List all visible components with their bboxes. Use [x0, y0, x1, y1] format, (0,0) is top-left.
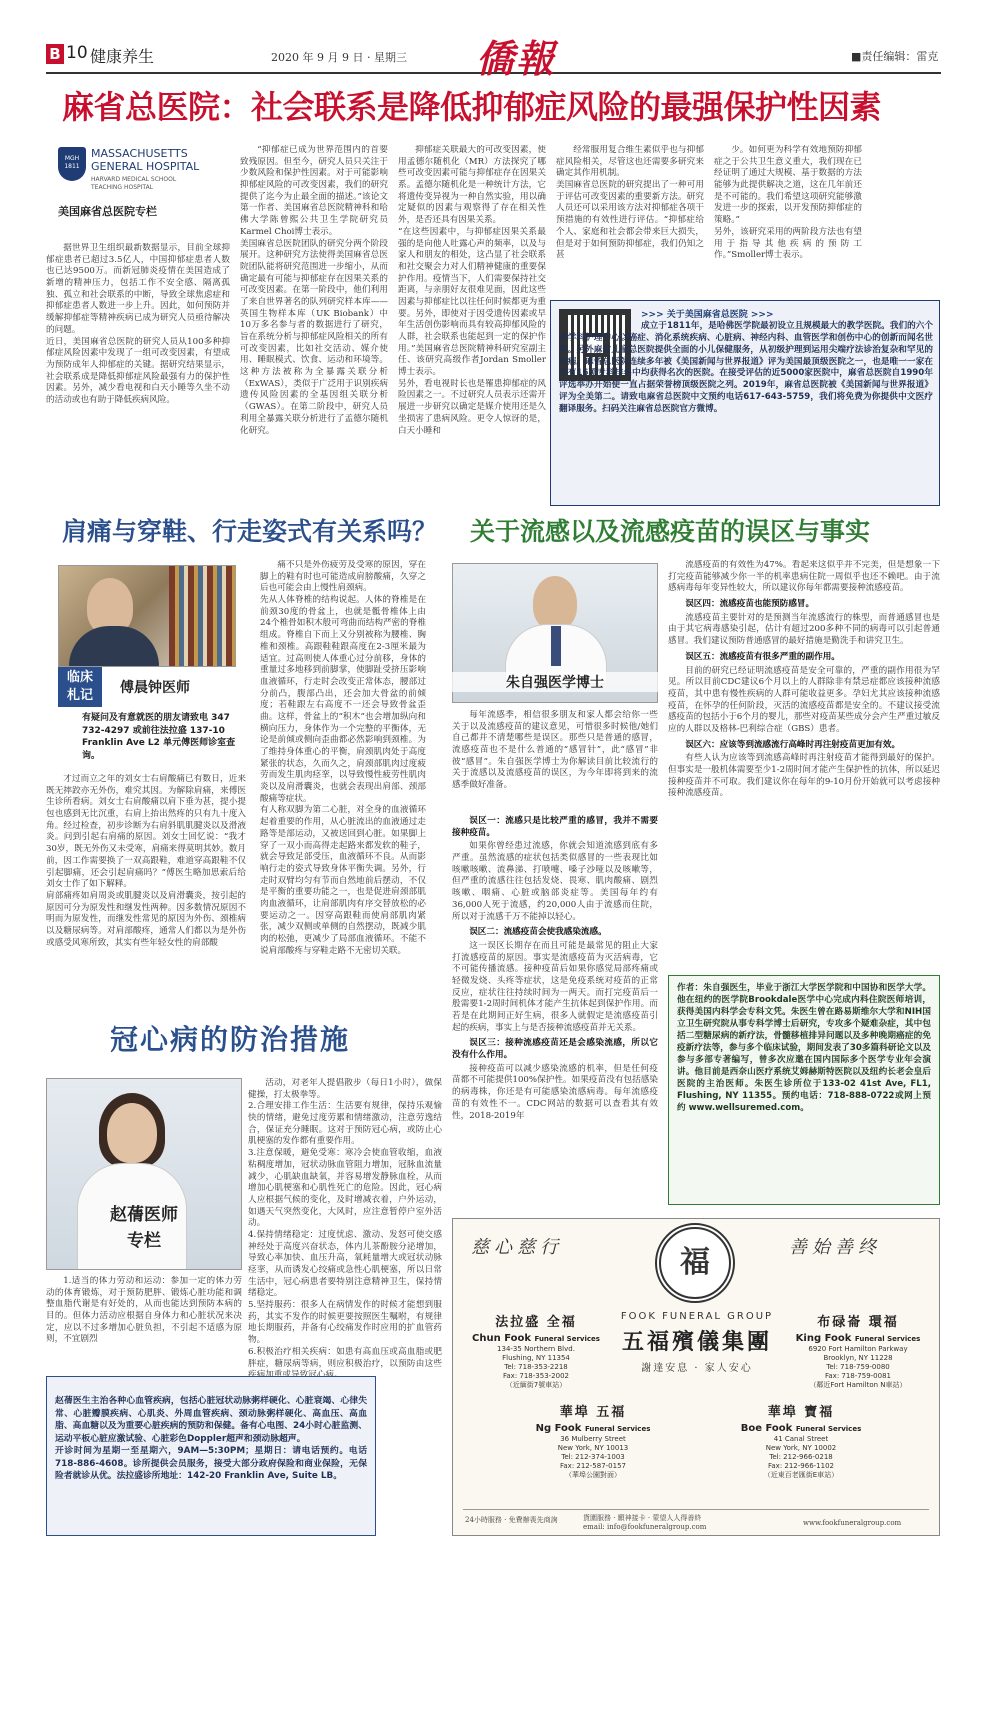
flu-intro: 每年流感季，相信很多朋友和家人都会给你一些关于以及流感疫苗的建议意见，可惜很多时候他/她们自己都并不清楚哪些是误区。那些只是普通的感冒，流感疫苗也不是什么普通的“感冒针”，此“感冒”非彼“感冒”。朱自强医学博士为你解读目前比较流行的关于流感以及流感疫苗的误区，为今年即将到来的流感季做好准备。 — [452, 710, 658, 791]
mgh-name-3: HARVARD MEDICAL SCHOOL — [91, 176, 177, 183]
myth-6-text: 有些人认为应该等到流感高峰时再注射疫苗才能得到最好的保护。但事实是一般机体需要至少1-2周时间才能产生保护性的抗体，所以延迟接种疫苗并不可取。我们建议你在每年的9-10月份开始就可以考虑接种接种流感疫苗。 — [668, 753, 940, 799]
tag-line1: 临床 — [66, 670, 93, 685]
ad-footer-rule — [463, 1509, 929, 1510]
king-fook-en: King Fook Funeral Services — [795, 1332, 921, 1344]
myth-4-title: 误区四：流感疫苗也能预防感冒。 — [685, 599, 815, 610]
fu-suit — [69, 626, 159, 667]
ad-group-cn: 五福殯儀集團 — [621, 1329, 772, 1355]
flu-author-text: 作者：朱自强医生，毕业于浙江大学医学院和中国协和医学大学。他在纽约的医学院Brookdale医学中心完成内科住院医师培训，获得美国内科学会专科文凭。朱医生曾在路易斯维尔大学和NIH国立卫生研究院从事专科学博士后研究，专攻多个疑难杂症，其中包括二型糖尿病的新疗法，骨髓移植排异问题以及多种晚期癌症的免疫新疗法等，参与多个临床试验，期间发表了30多篇科研论文以及参与多部专著编写，曾多次应邀在国内国际多个医学专业年会演讲。他目前是西奈山医疗系统艾姆赫斯特医院以及纽约长老会皇后医院的主治医师。朱医生诊所位于133-02 41st Ave, FL1, Flushing, NY 11355。预约电话：718-888-0722或网上预约 www.wellsuremed.com。 — [677, 983, 931, 1114]
mgh-logo — [58, 145, 225, 225]
top-article-col2: “抑郁症已成为世界范围内的首要致残原因。但至今，研究人员只关注于少数风险和保护性因素。对于可能影响抑郁症风险的可改变因素，我们的研究提供了迄今为止最全面的描述。”该论文第一作者、美国麻省总医院精神科和哈佛大学陈曾熙公共卫生学院研究员Karmel Choi博士表示。 美国麻省总医院团队的研究分两个阶段展开。这种研究方法使得美国麻省总医院团队能将研究范围进一步缩小，从而确定最有可能与抑郁症存在因果关系的可改变因素。在第一阶段中，他们利用了来自世界著名的队列研究样本库——英国生物样本库（UK Biobank）中10万多名参与者的数据进行了研究，旨在系统分析与抑郁症风险相关的所有可改变因素，比如社交活动、媒介使用、睡眠模式、饮食、运动和环境等。这种方法被称为全暴露关联分析（ExWAS），类似于广泛用于识别疾病遗传风险因素的全基因组关联分析（GWAS）。在第二阶段中，研究人员利用全暴露关联分析进行了孟德尔随机化研究。 — [240, 145, 388, 436]
boe-fook-cn: 華埠 寶福 — [767, 1405, 835, 1420]
heart-col-left: 1.适当的体力劳动和运动：参加一定的体力劳动的体育锻炼，对于预防肥胖、锻炼心脏功能和调整血脂代谢是有好处的，从而也能达到预防本病的目的。但体力活动应根据自身体力和心脏状况来决定，应以不过多增加心脏负担，不引起不适感为原则，不宜剧烈 — [46, 1276, 242, 1345]
doctor-fu-name: 傅晨钟医师 — [120, 680, 190, 696]
page-header — [46, 36, 941, 81]
myth-3-title: 误区三：接种流感疫苗还是会感染流感，所以它没有什么作用。 — [452, 1038, 658, 1061]
ad-slogan: 謝達安息 · 家人安心 — [641, 1363, 753, 1374]
issue-date: 2020 年 9 月 9 日 · 星期三 — [271, 51, 407, 64]
top-headline: 麻省总医院：社会联系是降低抑郁症风险的最强保护性因素 — [62, 88, 882, 126]
ng-fook-cn: 華埠 五福 — [559, 1405, 627, 1420]
mgh-name-4: TEACHING HOSPITAL — [91, 184, 154, 191]
ad-footer-left: 24小時服務 · 免費辦喪先商詢 — [465, 1516, 558, 1524]
chun-fook-cn: 法拉盛 全福 — [495, 1315, 577, 1330]
about-title: >>> 关于美国麻省总医院 >>> — [641, 310, 774, 320]
shoulder-headline: 肩痛与穿鞋、行走姿式有关系吗？ — [62, 517, 438, 546]
bookshelf — [169, 566, 236, 667]
chun-fook-address: 134-35 Northern Blvd. Flushing, NY 11354 Tel: 718-353-2218 Fax: 718-353-2002 （近緬街7號車站） — [497, 1344, 575, 1390]
shoulder-col1: 才过而立之年的刘女士右肩酸痛已有数日，近来既无摔跤亦无外伤，难究其因。为解除肩痛，来傅医生诊所看病。刘女士右肩酸痛以肩下垂为甚，提小提包也感到无比沉重，右肩上抬出然疼的只有九十度入角。经过检查，初步诊断为右肩斜肌肌腱炎以及滑液炎。问到引起右肩痛的原因。刘女士回忆说：“我才30岁，既无外伤又未受寒，肩痛来得莫明其妙。数月前，因工作需要换了一双高跟鞋，难道穿高跟鞋不仅引起脚痛，还会引起肩痛吗？”傅医生略加思索后给刘女士作了如下解释。 肩部痛疼如肩周炎或肌腱炎以及肩滑囊炎，按引起的原因可分为原发性和继发性两种。因多数情况原因不明而为原发性，而继发性常见的原因为外伤、颈椎病以及糖尿病等。对肩部酸疼，通常人们都以为是外伤或感受风寒所致，其实有些年轻女性的肩部酸 — [46, 774, 246, 948]
myth-3-text: 接种疫苗可以减少感染流感的机率，但是任何疫苗都不可能提供100%保护性。如果疫苗没有包括感染的病毒株，你还是有可能感染流感病毒。每年流感疫苗的有效性不一。CDC网站的数据可以查看其有效性，2018-2019年 — [452, 1063, 658, 1121]
myth-1-title: 误区一：流感只是比较严重的感冒，我并不需要接种疫苗。 — [452, 816, 658, 838]
ng-fook-address: 36 Mulberry Street New York, NY 10013 Tel: 212-374-1003 Fax: 212-587-0157 （華埠公園對面） — [557, 1434, 629, 1480]
myth-2-text: 这一误区长期存在而且可能是最常见的阻止大家打流感疫苗的原因。事实是流感疫苗为灭活病毒，它不可能传播流感。接种疫苗后如果你感觉局部疼痛或轻微发烧、头疼等症状，这是免疫系统对疫苗的正常反应，症状往往持续时间为一两天。而打完疫苗后一般需要1-2周时间机体才能产生抗体起到保护作用。而若是在此期间正好生病，很多人就假定是流感疫苗引起的疾病，事实上与是否接种流感疫苗并无关系。 — [452, 940, 658, 1033]
editor-credit: ■责任编辑：雷克 — [851, 50, 939, 63]
myth-6-title: 误区六：应该等到流感流行高峰时再注射疫苗更加有效。 — [685, 739, 901, 750]
heart-headline: 冠心病的防治措施 — [110, 1023, 351, 1056]
page-number: 10 — [66, 43, 88, 63]
myth-5-title: 误区五：流感疫苗有很多严重的副作用。 — [685, 651, 840, 662]
doctor-fu-photo — [58, 565, 236, 667]
zhu-portrait — [533, 576, 577, 630]
flu-continued: 流感疫苗的有效性为47%。看起来这似乎并不完美，但是想象一下打完疫苗能够减少你一半的机率患病住院一周似乎也还不赖吧。由于流感病毒每年变异性较大，所以建议你每年都需要接种流感疫苗。 — [668, 560, 940, 594]
section-name: 健康养生 — [90, 47, 155, 66]
myth-1-text: 如果你曾经患过流感，你就会知道流感到底有多严重。虽然流感的症状包括类似感冒的一些表现比如咳嗽咳嗽、流鼻涕、打喷嚏、嗓子沙哑以及咳嗽等，但严重的流感往往包括发烧、畏寒、肌肉酸痛、剧烈咳嗽、咽痛、心脏或脑部炎症等。美国每年约有36,000人死于流感，约20,000人由于流感而住院，所以对于流感千万不能掉以轻心。 — [452, 841, 658, 922]
top-article-col4: 经常服用复合维生素似乎也与抑郁症风险相关，尽管这也还需要多研究来确定其作用机制。 美国麻省总医院的研究提出了一种可用于评估可改变因素的重要新方法。研究人员还可以采用该方法对抑郁症各项干预措施的有效性进行评估。“抑郁症给个人、家庭和社会都会带来巨大损失，但是对于如何预防抑郁症，我们仍知之甚 — [556, 145, 704, 261]
king-fook-card — [783, 1315, 933, 1390]
zhu-tie — [551, 626, 561, 666]
mgh-name-1: MASSACHUSETTS — [91, 147, 188, 160]
top-article-col3: 抑郁症关联最大的可改变因素，使用孟德尔随机化（MR）方法探究了哪些可改变因素可能与抑郁症存在因果关系。孟德尔随机化是一种统计方法，它将遗传变异视为一种自然实验，用以确定疑似的因素与观察得了存在相关性外，是否还具有因果关系。 “在这些因素中，与抑郁症因果关系最强的是向他人吐露心声的频率，以及与家人和朋友的相处，这凸显了社会联系和社交聚会力对人们精神健康的重要保护作用。疫情当下，人们需要保持社交距离，与亲朋好友很难见面，因此这些因素与抑郁症比以往任何时候都更为重要。另外，即使对于因受遗传因素或早年生活创伤影响而具有较高抑郁风险的人群，社会联系也能起到一定的保护作用。”美国麻省总医院精神科研究室副主任、该研究高级作者Jordan Smoller博士表示。 另外，看电视时长也是罹患抑郁症的风险因素之一。不过研究人员表示还需开展进一步研究以确定是媒介使用还是久坐损害了患病风险。更令人惊讶的是，白天小睡和 — [398, 145, 546, 436]
funeral-ad — [452, 1218, 940, 1536]
ad-footer-email: email: info@fookfuneralgroup.com — [583, 1523, 707, 1531]
mgh-seal: MGH 1811 — [58, 147, 86, 181]
flu-col-left — [452, 812, 658, 1205]
king-fook-address: 6920 Fort Hamilton Parkway Brooklyn, NY 11228 Tel: 718-759-0080 Fax: 718-759-0081 （鄰近Fort Hamilton N車站） — [808, 1344, 908, 1390]
boe-fook-card — [721, 1405, 881, 1480]
zhao-face — [107, 1103, 157, 1163]
doctor-zhao-column: 专栏 — [127, 1231, 161, 1251]
about-mgh-box — [550, 300, 940, 506]
ad-footer-mid: 貨圍服務 · 願神接卡 · 蒙望人人得善終 — [583, 1514, 702, 1522]
doctor-fu-contact: 有疑问及有意就医的朋友请致电 347 732-4297 或前往法拉盛 137-10 Franklin Ave L2 单元傅医师诊室查询。 — [82, 713, 236, 761]
mgh-name-2: GENERAL HOSPITAL — [91, 160, 200, 173]
boe-fook-en: Boe Fook Funeral Services — [740, 1422, 862, 1434]
myth-4-text: 流感疫苗主要针对的是预测当年流感流行的株型，而普通感冒也是由于其它病毒感染引起，估计有超过200多种不同的病毒可以引起普通感冒。我们建议预防普通感冒的最好措施是勤洗手和讲究卫生。 — [668, 612, 940, 647]
heart-col-mid: 活动，对老年人提倡散步（每日1小时），做保健操，打太极拳等。 2.合理安排工作生活：生活要有规律，保持乐观愉快的情绪，避免过度劳累和情绪激动，注意劳逸结合，保证充分睡眠。这对于预防冠心病，或防止心肌梗塞的发作都有重要作用。 3.注意保暖，避免受寒：寒冷会使血管收缩，血液粘稠度增加，冠状动脉血管阻力增加，冠脉血流量减少，心肌缺血缺氧，并容易增发静脉血栓，从而增加心肌梗塞和心肌性死亡的危险。因此，冠心病人应根据气候的变化，及时增减衣着，户外运动，如遇天气突然变化，大风时，应注意暂停户室外活动。 4.保持情绪稳定：过度忧虑、激动、发怒可使交感神经处于高度兴奋状态，体内儿茶酚胺分泌增加，导致心率加快、血压升高，氧耗量增大或冠状动脉痉挛，从而诱发心绞痛或急性心肌梗塞，所以日常生活中，冠心病患者要特别注意精神卫生，保持情绪稳定。 5.坚持服药：很多人在病情发作的时候才能想到服药，其实不发作的时候更要按照医生嘱咐，有规律地长期服药，并备有心绞痛发作时应用的扩血管药物。 6.积极治疗相关疾病：如患有高血压或高血脂或肥胖症，糖尿病等病，则应积极治疗，以预防由这些 — [248, 1078, 442, 1369]
king-fook-cn: 布碌崙 環福 — [817, 1315, 899, 1330]
clinic-note-tag — [58, 667, 102, 707]
ng-fook-card — [513, 1405, 673, 1480]
ad-footer-web: www.fookfuneralgroup.com — [803, 1519, 902, 1527]
tag-line2: 札记 — [66, 688, 93, 703]
shoulder-col2: 痛不只是外伤疲劳及受寒的原因，穿在脚上的鞋有时也可能造成肩膀酸痛，久穿之后也可能会由上慢性肩颈病。 先从人体脊椎的结构说起。人体的脊椎是在前颈30度的骨盆上，也就是骶骨椎体上由24个椎骨如积木般可弯曲而结构严密的脊椎组成。脊椎自下而上又分别被称为腰椎、胸椎和颈椎。高跟鞋鞋跟高度在2-3厘米最为适宜。过高则使人体重心过分前移，身体的重量过多地移到前脚掌，使脚趾受挤压影响血液循环，行走时会改变正常体态，腰部过分前凸，腹部凸出，还会加大骨盆的前倾度；若鞋跟左右高度不一还会导致骨盆歪曲。这样，骨盆上的“积木”也会增加纵向和横向压力，身体作为一个完整的平衡体，无论是前倾或侧向歪曲都必然影响到颈椎。为了维持身体重心的平衡，肩颈肌肉处于高度紧张的状态，久而久之，肩颈部肌肉过度疲劳而发生肌肉痉挛，以导致慢性疲劳性肌肉炎以及肩滑囊炎，也就会表现出肩部、颈部酸痛等症状。 有人称双脚为第二心脏，对全身的血液循环起着重要的作用，从心脏流出的血液通过走路等是部运动，又被送回到心脏。如果脚上穿了一双小而高得走起路来都发软的鞋子，就会导致足部受压，血液循环不良。从而影响行走的姿式导致身体平衡失调。另外，行走时双臂均匀有节而自然地前后摆动，不仅是平衡的重要功能之一，也是促进肩颈部肌肉血液循环，让肩部肌肉有序交替放松的必要运动之一。因穿高跟鞋而使肩部肌肉紧张，减少双侧或单侧的自然摆动，既减少肌肉的松弛，更减少了局部血液循环。不能不说肩部酸疼与穿鞋走路不无密切关联。 — [260, 560, 426, 956]
fu-emblem-inner: 福 — [680, 1245, 710, 1280]
about-text: 成立于1811年，是哈佛医学院最初设立且规模最大的教学医院。我们的六个多学科护理中心以癌症、消化系统疾病、心脏病、神经内科、血管医学和创伤中心的创新而闻名世界。另外麻省儿童总医院提供全面的小儿保健服务，从初级护理到运用尖端疗法诊治复杂和罕见的疾病。麻省总医院连续多年被《美国新闻与世界报道》评为美国最顶级医院之一，也是唯一一家在所有16项专科排名中均获得名次的医院。在接受评估的近5000家医院中，麻省总医院自1990年评选举办开始便一直占据荣誉榜顶级医院之列。2019年，麻省总医院被《美国新闻与世界报道》评为全美第二。请致电麻省总医院中文预约电话617-643-5759，我们将免费为你提供中文医疗翻译服务。扫码关注麻省总医院官方微博。 — [559, 321, 933, 415]
ad-motto-right: 善始善终 — [789, 1237, 881, 1258]
top-article-col1: 据世界卫生组织最新数据显示，目前全球抑郁症患者已超过3.5亿人，中国抑郁症患者人数也已达9500万。而新冠肺炎疫情在美国造成了新增的精神压力，包括工作不安全感、隔离孤独、孤立和社会联系的中断，导致全球焦虑症和抑郁症患者人数进一步上升。因此，如何预防并缓解抑郁症等精神疾病已成为研究人员亟待解决的问题。 近日，美国麻省总医院的研究人员从100多种抑郁症风险因素中发现了一组可改变因素，有望成为预防成年人抑郁症的关键。据研究结果显示，社会联系成是降低抑郁症风险最强有力的保护性因素。另外，减少看电视和白天小睡等久坐不动的活动或也有助于降低疾病风险。 — [46, 243, 230, 405]
myth-2-title: 误区二：流感疫苗会使我感染流感。 — [469, 927, 607, 938]
flu-author-box — [668, 975, 940, 1205]
heart-info-text: 赵蒨医生主治各种心血管疾病，包括心脏冠状动脉粥样硬化、心脏衰竭、心律失常、心脏瓣膜疾病、心肌炎、外周血管疾病、颈动脉粥样硬化、高血压、高血脂、高血糖以及为重要心脏疾病的预防和保健。备有心电图、24小时心脏监测、运动平板心脏应激试验、心脏彩色Doppler超声和颈动脉超声。 开诊时间为星期一至星期六，9AM—5:30PM；星期日：请电话预约。电话718-886-4608。诊所提供会员服务，接受大部分政府保险和商业保险，无保险者就诊从优。法拉盛诊所地址：142-20 Franklin Ave, Suite LB。 — [55, 1396, 367, 1482]
flu-col-right — [668, 560, 940, 970]
heart-info-box — [46, 1376, 376, 1536]
myth-5-text: 目前的研究已经证明流感疫苗是安全可靠的，严重的副作用很为罕见。所以目前CDC建议6个月以上的人群除非有禁忌症都应该接种流感疫苗，其中患有慢性疾病的人群可能收益更多。孕妇尤其应该接种流感疫苗，在怀孕的任何阶段，灭活的流感疫苗都是安全的。不建议接受流感疫苗的包括小于6个月的婴儿，那些对疫苗某些成分会产生严重过敏反应的人群以及格林-巴利综合症（GBS）患者。 — [668, 665, 940, 734]
boe-fook-address: 41 Canal Street New York, NY 10002 Tel: 212-966-0218 Fax: 212-966-1102 （近東百老匯街E車站） — [763, 1434, 839, 1480]
ad-group-en: FOOK FUNERAL GROUP — [620, 1311, 774, 1322]
top-article-col5: 少。如何更为科学有效地预防抑郁症之于公共卫生意义重大，我们现在已经证明了通过大规模、基于数据的方法能够为此提供解决之道，这在几年前还是不可能的。我们希望这项研究能够激发进一步的探索，以开发预防抑郁症的策略。” 另外，该研究采用的两阶段方法也有望用于指导其他疾病的预防工作。”Smoller博士表示。 — [714, 145, 862, 261]
ng-fook-en: Ng Fook Funeral Services — [535, 1422, 651, 1434]
newspaper-logo: 僑報 — [476, 36, 557, 81]
column-name: 美国麻省总医院专栏 — [58, 205, 157, 218]
ad-motto-left: 慈心慈行 — [471, 1237, 563, 1258]
chun-fook-en: Chun Fook Funeral Services — [472, 1332, 600, 1344]
chun-fook-card — [461, 1315, 611, 1390]
flu-headline: 关于流感以及流感疫苗的误区与事实 — [470, 517, 871, 546]
doctor-zhao-name: 赵蒨医师 — [110, 1205, 178, 1225]
page-badge: B — [46, 44, 64, 64]
doctor-zhu-name: 朱自强医学博士 — [452, 672, 658, 692]
